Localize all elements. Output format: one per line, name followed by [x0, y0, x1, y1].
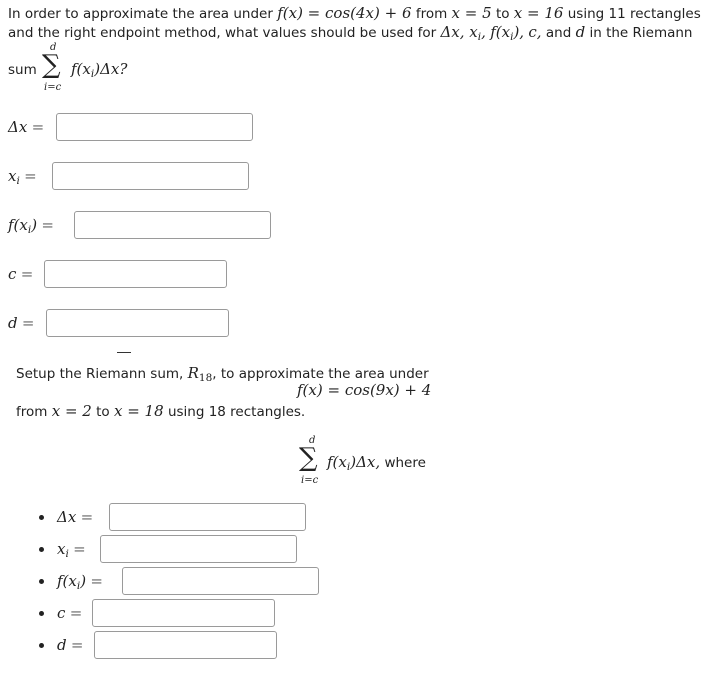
q2-dx-input[interactable]: [109, 503, 306, 531]
q2-xi-var: x: [57, 540, 66, 558]
q2-sum-lower: i=c: [301, 475, 319, 486]
q2-bullet-3: [39, 579, 44, 584]
q2-fxi-label-paren: ): [80, 572, 87, 590]
q2-bullet-5: [39, 643, 44, 648]
q1-x-start: x = 5: [451, 4, 492, 22]
q2-d-label: [57, 636, 83, 654]
q1-summand-f: f(x: [71, 60, 91, 78]
q1-fxi-label-f: f(x: [8, 216, 28, 234]
q1-to-word: to: [495, 6, 510, 22]
q2-summand-end: )Δx,: [350, 453, 381, 471]
q2-fxi-label: [57, 572, 103, 590]
q1-rectangles-text: using 11 rectangles: [567, 6, 701, 22]
q1-xi-input[interactable]: [52, 162, 249, 190]
q1-fxi-sub-i: i: [510, 31, 514, 43]
q2-d-equals: =: [70, 636, 84, 654]
q1-prompt-line1: [8, 4, 701, 22]
q1-sum-lower: i=c: [44, 82, 62, 93]
q1-vars-list: Δx, x: [440, 23, 478, 41]
q2-fxi-equals: =: [90, 572, 103, 590]
q1-sum-upper: d: [50, 42, 57, 53]
q2-bullet-2: [39, 547, 44, 552]
q1-prompt-line2: [8, 23, 693, 41]
q1-sum-word: sum: [8, 62, 37, 78]
q2-fxi-input[interactable]: [122, 567, 319, 595]
q2-d-input[interactable]: [94, 631, 277, 659]
q2-from-word: from: [16, 404, 48, 420]
q2-bullet-1: [39, 515, 44, 520]
q1-c-label: [8, 265, 33, 283]
q1-vars-sub-i: i: [477, 31, 482, 43]
q1-c-label-var: c: [8, 265, 17, 283]
q1-x-end: x = 16: [513, 4, 564, 22]
q2-fxi-label-sub-i: i: [76, 580, 81, 592]
q2-to-word: to: [96, 404, 110, 420]
q1-from-word: from: [415, 6, 448, 22]
q1-fxi-equals: =: [41, 216, 54, 234]
q1-xi-label: [8, 167, 37, 185]
q1-summand-sub-i: i: [90, 68, 95, 80]
q1-dx-var: Δx: [8, 118, 28, 136]
q2-summand-f: f(x: [327, 453, 347, 471]
q2-x-end: x = 18: [113, 402, 164, 420]
q2-setup-line: [16, 364, 429, 382]
q1-dx-label: [8, 118, 44, 136]
q1-summand-end: )Δx?: [94, 60, 128, 78]
q1-method-text: and the right endpoint method, what values should be used for: [8, 25, 437, 41]
q2-r-var: R: [187, 364, 199, 382]
q1-xi-sub-i: i: [16, 175, 20, 187]
q2-r-sub: 18: [198, 372, 213, 384]
q2-rectangles-text: using 18 rectangles.: [167, 404, 306, 420]
q1-comma-1: ,: [481, 23, 486, 41]
q1-function: f(x) = cos(4x) + 6: [277, 4, 412, 22]
q1-fxi-label-paren: ): [31, 216, 38, 234]
q2-c-label: [57, 604, 82, 622]
q1-fxi-paren: ): [513, 23, 520, 41]
q2-setup-end: , to approximate the area under: [212, 366, 429, 382]
q2-where-word: where: [384, 455, 426, 471]
q2-d-label-var: d: [57, 636, 67, 654]
q2-c-equals: =: [69, 604, 83, 622]
q1-fxi-label: [8, 216, 54, 234]
q2-dx-var: Δx: [57, 508, 77, 526]
overline-mark: [117, 352, 131, 353]
q1-d-var: d: [575, 23, 586, 41]
q2-c-label-var: c: [57, 604, 66, 622]
q1-c-equals: =: [20, 265, 34, 283]
q2-xi-label: [57, 540, 86, 558]
q2-summand-sub-i: i: [346, 461, 351, 473]
q1-sigma-symbol: ∑: [42, 50, 61, 80]
q1-d-label: [8, 314, 34, 332]
q2-dx-equals: =: [80, 508, 94, 526]
q2-interval-line: [16, 402, 305, 420]
q2-fxi-label-f: f(x: [57, 572, 77, 590]
q1-d-equals: =: [21, 314, 35, 332]
q2-xi-input[interactable]: [100, 535, 297, 563]
q1-xi-equals: =: [24, 167, 37, 185]
q2-setup-text: Setup the Riemann sum,: [16, 366, 184, 382]
q2-xi-sub-i: i: [65, 548, 69, 560]
q2-xi-equals: =: [73, 540, 86, 558]
q1-fxi-var: f(x: [490, 23, 511, 41]
q2-summand: [327, 453, 426, 471]
q2-function: f(x) = cos(9x) + 4: [297, 381, 432, 399]
q1-intro-text: In order to approximate the area under: [8, 6, 273, 22]
q1-fxi-label-sub-i: i: [27, 224, 32, 236]
q1-and-word: and: [545, 25, 572, 41]
q1-c-var: c: [528, 23, 537, 41]
q2-sigma-symbol: ∑: [299, 443, 318, 473]
q1-comma-3: ,: [536, 23, 542, 41]
q2-bullet-4: [39, 611, 44, 616]
q1-riemann-text: in the Riemann: [589, 25, 693, 41]
q2-dx-label: [57, 508, 93, 526]
q1-fxi-input[interactable]: [74, 211, 271, 239]
q1-dx-input[interactable]: [56, 113, 253, 141]
q2-sum-upper: d: [309, 435, 316, 446]
q1-d-input[interactable]: [46, 309, 229, 337]
q1-summand: [71, 60, 127, 78]
q2-x-start: x = 2: [51, 402, 92, 420]
q2-c-input[interactable]: [92, 599, 275, 627]
q1-comma-2: ,: [519, 23, 525, 41]
q1-c-input[interactable]: [44, 260, 227, 288]
q1-dx-equals: =: [31, 118, 45, 136]
q1-d-label-var: d: [8, 314, 18, 332]
q1-xi-var: x: [8, 167, 17, 185]
